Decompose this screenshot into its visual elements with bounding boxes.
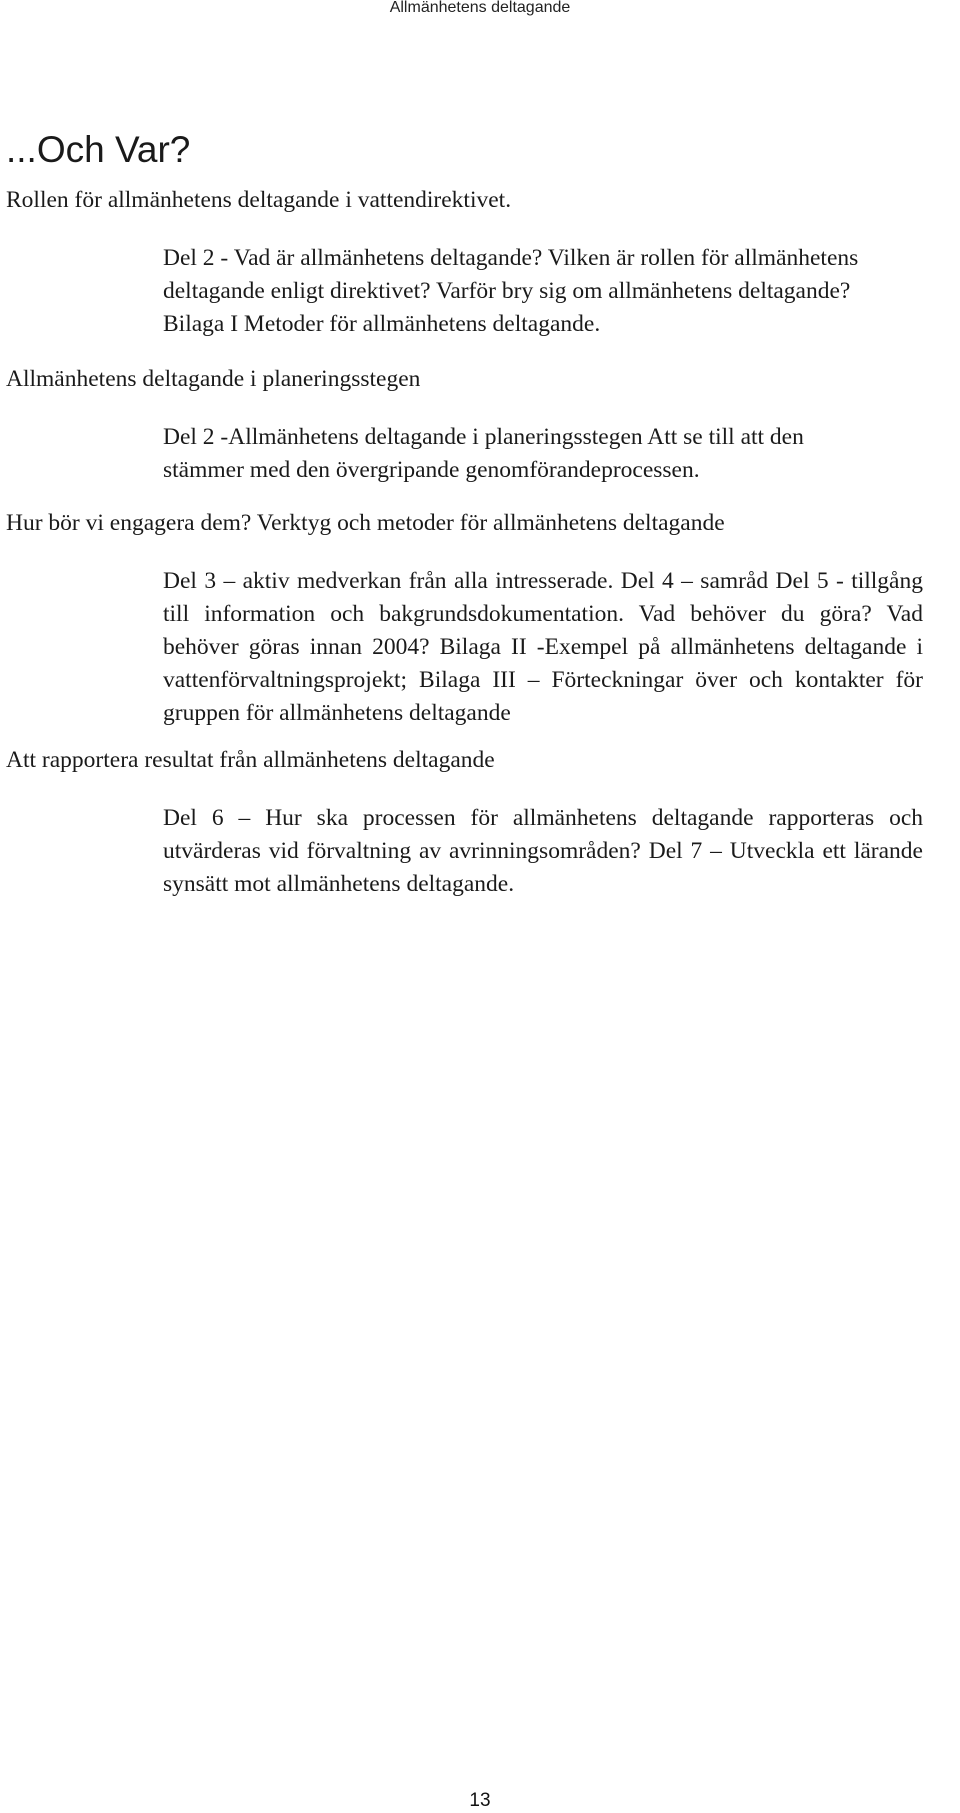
page-heading: ...Och Var? — [6, 129, 191, 170]
section-body-1: Del 2 - Vad är allmänhetens deltagande? Vilken är rollen för allmänhetens deltagande enligt direktivet? Varför bry sig om allmänhetens deltagande? Bilaga I Metoder för allmänhetens deltagande. — [163, 245, 859, 337]
section-lead-3: Hur bör vi engagera dem? Verktyg och metoder för allmänhetens deltagande — [6, 510, 725, 536]
section-body-4: Del 6 – Hur ska processen för allmänhetens deltagande rapporteras och utvärderas vid förvaltning av avrinningsområden? Del 7 – Utveckla ett lärande synsätt mot allmänhetens deltagande. — [163, 805, 923, 897]
page-number: 13 — [469, 1790, 491, 1811]
section-lead-4: Att rapportera resultat från allmänhetens deltagande — [6, 747, 495, 773]
section-lead-1: Rollen för allmänhetens deltagande i vattendirektivet. — [6, 187, 512, 213]
section-body-3: Del 3 – aktiv medverkan från alla intresserade. Del 4 – samråd Del 5 - tillgång till information och bakgrundsdokumentation. Vad behöver du göra? Vad behöver göras innan 2004? Bilaga II -Exempel på allmänhetens deltagande i vattenförvaltningsprojekt; Bilaga III – Förteckningar över och kontakter för gruppen för allmänhetens deltagande — [163, 568, 923, 726]
running-head: Allmänhetens deltagande — [389, 0, 571, 16]
section-lead-2: Allmänhetens deltagande i planeringsstegen — [6, 366, 421, 392]
section-body-2: Del 2 -Allmänhetens deltagande i planeringsstegen Att se till att den stämmer med den övergripande genomförandeprocessen. — [163, 424, 804, 483]
